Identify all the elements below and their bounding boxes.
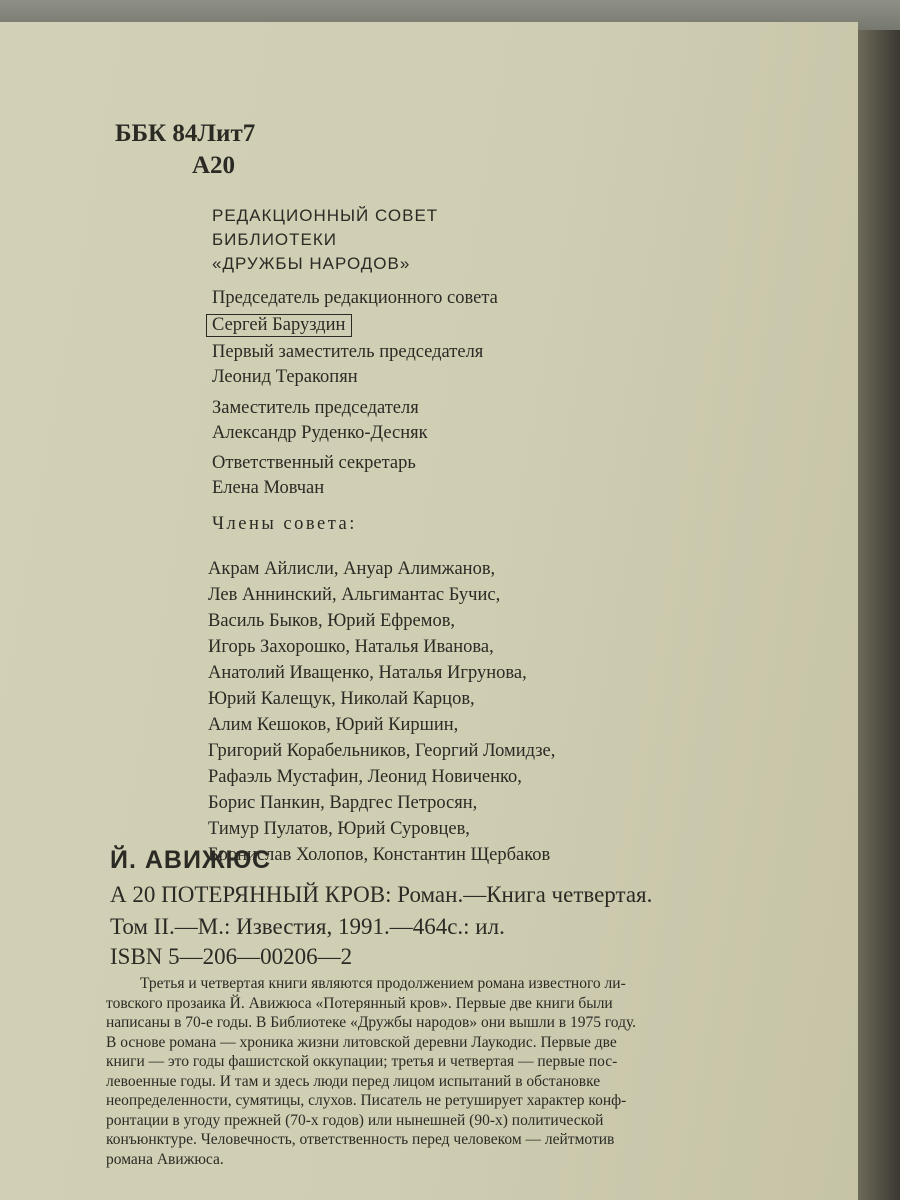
member-line: Тимур Пулатов, Юрий Суровцев, <box>208 819 470 839</box>
member-line: Лев Аннинский, Альгимантас Бучис, <box>208 585 501 605</box>
first-deputy-label: Первый заместитель председателя <box>212 342 484 362</box>
first-deputy-name: Леонид Теракопян <box>212 367 358 387</box>
member-line: Григорий Корабельников, Георгий Ломидзе, <box>208 741 556 761</box>
bibliographic-line-2: Том II.—М.: Известия, 1991.—464с.: ил. <box>110 914 505 939</box>
annotation-line: неопределенности, сумятицы, слухов. Писатель не ретуширует характер конф- <box>106 1092 627 1109</box>
deputy-name: Александр Руденко-Десняк <box>212 423 428 443</box>
council-title-line-2: БИБЛИОТЕКИ <box>212 230 337 249</box>
council-title-line-1: РЕДАКЦИОННЫЙ СОВЕТ <box>212 206 439 225</box>
annotation-line: романа Авижюса. <box>106 1150 224 1168</box>
member-line: Алим Кешоков, Юрий Киршин, <box>208 715 459 735</box>
annotation-line: товского прозаика Й. Авижюса «Потерянный кров». Первые две книги были <box>106 994 613 1012</box>
author-index: А20 <box>192 152 236 179</box>
book-page <box>0 22 858 1200</box>
author-name: Й. АВИЖЮС <box>110 846 272 874</box>
member-line: Юрий Калещук, Николай Карцов, <box>208 689 475 709</box>
secretary-label: Ответственный секретарь <box>212 453 416 473</box>
members-label: Члены совета: <box>212 514 357 534</box>
member-line: Василь Быков, Юрий Ефремов, <box>208 611 456 631</box>
members-list <box>208 556 555 868</box>
member-line: Акрам Айлисли, Ануар Алимжанов, <box>208 559 496 579</box>
annotation-line: В основе романа — хроника жизни литовской деревни Лаукодис. Первые две <box>106 1033 617 1051</box>
chairman-name: Сергей Баруздин <box>206 314 352 337</box>
council-title-line-3: «ДРУЖБЫ НАРОДОВ» <box>212 254 411 273</box>
annotation-line: левоенные годы. И там и здесь люди перед лицом испытаний в обстановке <box>106 1072 601 1090</box>
secretary-name: Елена Мовчан <box>212 478 325 498</box>
annotation-line: написаны в 70-е годы. В Библиотеке «Дружбы народов» они вышли в 1975 году. <box>106 1014 637 1031</box>
member-line: Борис Панкин, Вардгес Петросян, <box>208 793 478 813</box>
annotation-line: ронтации в угоду прежней (70-х годов) или нынешней (90-х) политической <box>106 1111 604 1129</box>
chairman-label: Председатель редакционного совета <box>212 288 498 308</box>
bbk-code: ББК 84Лит7 <box>115 120 256 147</box>
book-shadow <box>858 30 900 1200</box>
annotation-line: конъюнктуре. Человечность, ответственность перед человеком — лейтмотив <box>106 1131 615 1148</box>
annotation <box>106 974 846 1169</box>
bibliographic-line-1: А 20 ПОТЕРЯННЫЙ КРОВ: Роман.—Книга четвертая. <box>110 882 653 907</box>
member-line: Бронислав Холопов, Константин Щербаков <box>208 845 551 865</box>
deputy-label: Заместитель председателя <box>212 398 419 418</box>
isbn: ISBN 5—206—00206—2 <box>110 944 353 969</box>
member-line: Рафаэль Мустафин, Леонид Новиченко, <box>208 767 522 787</box>
member-line: Игорь Захорошко, Наталья Иванова, <box>208 637 494 657</box>
annotation-line: книги — это годы фашистской оккупации; третья и четвертая — первые пос- <box>106 1053 618 1070</box>
member-line: Анатолий Иващенко, Наталья Игрунова, <box>208 663 527 683</box>
annotation-line: Третья и четвертая книги являются продолжением романа известного ли- <box>140 975 626 992</box>
